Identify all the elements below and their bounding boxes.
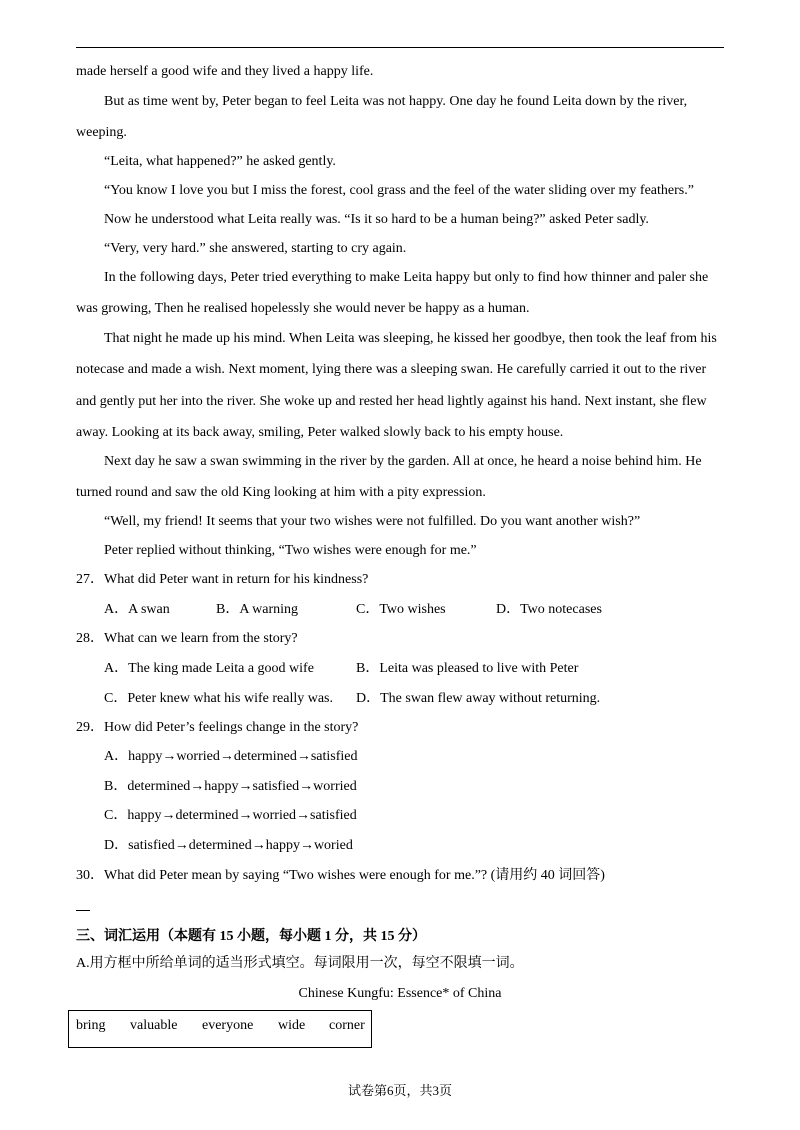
question-29-option-d[interactable]: D．satisfied→determined→happy→woried <box>104 838 353 853</box>
passage-line: In the following days, Peter tried everything to make Leita happy but only to find how thinner and paler she <box>104 270 709 285</box>
question-28-stem: 28．What can we learn from the story? <box>76 631 298 646</box>
passage-line: away. Looking at its back away, smiling, Peter walked slowly back to his empty house. <box>76 425 564 440</box>
question-29-stem: 29．How did Peter’s feelings change in the story? <box>76 720 359 735</box>
question-28-option-c[interactable]: C．Peter knew what his wife really was. <box>104 691 333 706</box>
top-rule <box>76 47 724 48</box>
question-30-stem: 30．What did Peter mean by saying “Two wishes were enough for me.”? (请用约 40 词回答) <box>76 868 605 883</box>
passage-line: notecase and made a wish. Next moment, lying there was a sleeping swan. He carefully carried it out to the river <box>76 362 707 377</box>
question-29-option-c[interactable]: C．happy→determined→worried→satisfied <box>104 808 357 823</box>
passage-line: and gently put her into the river. She woke up and rested her head lightly against his hand. Next instant, she flew <box>76 394 707 409</box>
passage-line: weeping. <box>76 125 127 140</box>
passage-line: was growing, Then he realised hopelessly she would never be happy as a human. <box>76 301 530 316</box>
question-28-option-b[interactable]: B．Leita was pleased to live with Peter <box>356 661 579 676</box>
passage-line: Next day he saw a swan swimming in the river by the garden. All at once, he heard a noise behind him. He <box>104 454 702 469</box>
page-footer: 试卷第6页，共3页 <box>347 1083 452 1098</box>
question-29-option-b[interactable]: B．determined→happy→satisfied→worried <box>104 779 357 794</box>
question-27-option-c[interactable]: C．Two wishes <box>356 602 446 617</box>
word-box-item: everyone <box>202 1018 254 1033</box>
question-28-option-d[interactable]: D．The swan flew away without returning. <box>356 691 601 706</box>
passage-line: “You know I love you but I miss the forest, cool grass and the feel of the water sliding over my feathers.” <box>104 183 694 198</box>
passage-line: “Well, my friend! It seems that your two wishes were not fulfilled. Do you want another wish?” <box>104 514 641 529</box>
section-heading: 三、词汇运用（本题有 15 小题，每小题 1 分，共 15 分） <box>76 929 426 944</box>
passage-title: Chinese Kungfu: Essence* of China <box>298 986 502 1001</box>
question-27-option-d[interactable]: D．Two notecases <box>496 602 602 617</box>
answer-blank-line[interactable] <box>76 910 90 911</box>
question-29-option-a[interactable]: A．happy→worried→determined→satisfied <box>104 749 358 764</box>
word-box-item: wide <box>278 1018 306 1033</box>
question-28-option-a[interactable]: A．The king made Leita a good wife <box>104 661 314 676</box>
word-box-item: bring <box>76 1018 106 1033</box>
section-instruction: A.用方框中所给单词的适当形式填空。每词限用一次，每空不限填一词。 <box>76 956 524 971</box>
question-27-option-b[interactable]: B．A warning <box>216 602 299 617</box>
question-27-option-a[interactable]: A．A swan <box>104 602 170 617</box>
passage-line: made herself a good wife and they lived a happy life. <box>76 64 374 79</box>
passage-line: Peter replied without thinking, “Two wishes were enough for me.” <box>104 543 477 558</box>
passage-line: turned round and saw the old King looking at him with a pity expression. <box>76 485 486 500</box>
passage-line: That night he made up his mind. When Leita was sleeping, he kissed her goodbye, then took the leaf from his <box>104 331 717 346</box>
question-27-stem: 27．What did Peter want in return for his kindness? <box>76 572 369 587</box>
passage-line: Now he understood what Leita really was. “Is it so hard to be a human being?” asked Peter sadly. <box>104 212 649 227</box>
passage-line: But as time went by, Peter began to feel Leita was not happy. One day he found Leita down by the river, <box>104 94 688 109</box>
passage-line: “Very, very hard.” she answered, starting to cry again. <box>104 241 407 256</box>
passage-line: “Leita, what happened?” he asked gently. <box>104 154 336 169</box>
word-box-item: corner <box>329 1018 365 1033</box>
word-box-item: valuable <box>130 1018 178 1033</box>
